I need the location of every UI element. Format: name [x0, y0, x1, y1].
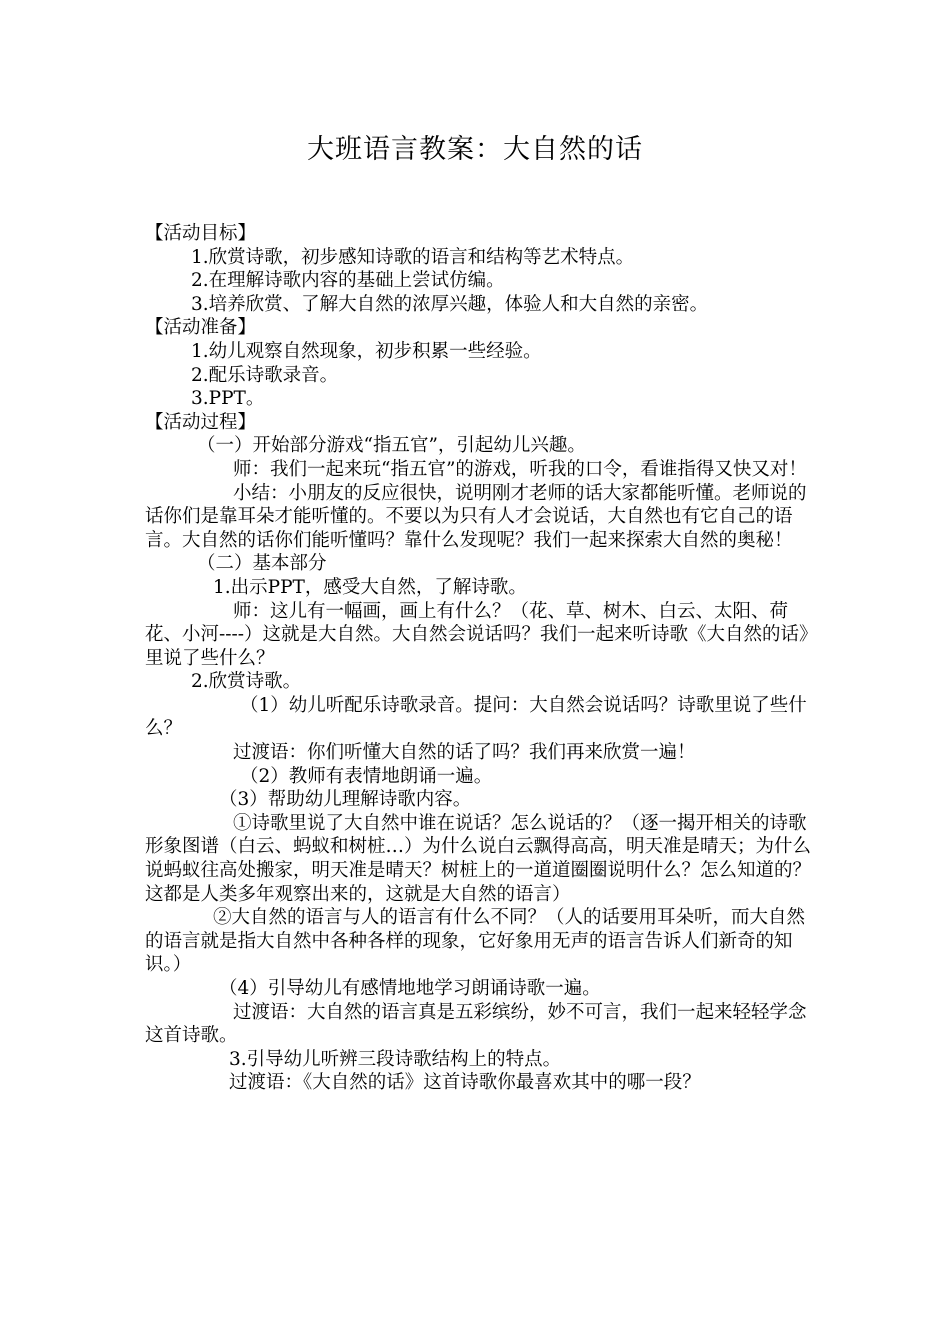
process-part-2-heading: （二）基本部分 [197, 553, 327, 575]
paragraph-listen-recording: （1）幼儿听配乐诗歌录音。提问：大自然会说话吗？诗歌里说了些什么？ [145, 694, 807, 740]
section-heading-goals: 【活动目标】 [145, 223, 257, 244]
paragraph-transition-1: 过渡语：你们听懂大自然的话了吗？我们再来欣赏一遍！ [233, 742, 696, 764]
preparation-item-1: 1.幼儿观察自然现象，初步积累一些经验。 [191, 340, 542, 362]
step-3-heading: 3.引导幼儿听辨三段诗歌结构上的特点。 [229, 1048, 562, 1070]
document-title: 大班语言教案：大自然的话 [307, 134, 643, 165]
preparation-item-2: 2.配乐诗歌录音。 [191, 364, 339, 386]
process-part-1-heading: （一）开始部分游戏“指五官”，引起幼儿兴趣。 [197, 435, 586, 457]
preparation-item-3: 3.PPT。 [191, 388, 265, 410]
paragraph-transition-3: 过渡语：《大自然的话》这首诗歌你最喜欢其中的哪一段？ [229, 1072, 701, 1094]
step-1-heading: 1.出示PPT，感受大自然，了解诗歌。 [213, 576, 527, 598]
goal-item-1: 1.欣赏诗歌，初步感知诗歌的语言和结构等艺术特点。 [191, 246, 635, 268]
goal-item-3: 3.培养欣赏、了解大自然的浓厚兴趣，体验人和大自然的亲密。 [191, 293, 709, 315]
section-heading-preparation: 【活动准备】 [145, 317, 257, 339]
step-2-heading: 2.欣赏诗歌。 [191, 671, 302, 693]
paragraph-teacher-game: 师：我们一起来玩“指五官”的游戏，听我的口令，看谁指得又快又对！ [233, 458, 807, 480]
goal-item-2: 2.在理解诗歌内容的基础上尝试仿编。 [191, 270, 505, 292]
section-heading-process: 【活动过程】 [145, 411, 257, 433]
paragraph-understand-poem: （3）帮助幼儿理解诗歌内容。 [219, 789, 472, 811]
paragraph-teacher-recite: （2）教师有表情地朗诵一遍。 [240, 765, 493, 787]
paragraph-recite-together: （4）引导幼儿有感情地地学习朗诵诗歌一遍。 [219, 978, 601, 999]
paragraph-transition-2: 过渡语：大自然的语言真是五彩缤纷，妙不可言，我们一起来轻轻学念这首诗歌。 [145, 1001, 807, 1047]
paragraph-question-2: ②大自然的语言与人的语言有什么不同？（人的话要用耳朵听，而大自然的语言就是指大自然中各种各样的现象，它好象用无声的语言告诉人们新奇的知识。） [145, 907, 806, 976]
document-body [145, 222, 815, 1095]
paragraph-teacher-picture: 师：这儿有一幅画，画上有什么？（花、草、树木、白云、太阳、荷花、小河----）这就是大自然。大自然会说话吗？我们一起来听诗歌《大自然的话》里说了些什么？ [145, 600, 809, 669]
paragraph-question-1: ①诗歌里说了大自然中谁在说话？怎么说话的？（逐一揭开相关的诗歌形象图谱（白云、蚂蚁和树桩…）为什么说白云飘得高高，明天准是晴天；为什么说蚂蚁往高处搬家，明天准是晴天？树桩上的一道道圈圈说明什么？怎么知道的？这都是人类多年观察出来的，这就是大自然的语言） [145, 812, 812, 905]
paragraph-summary: 小结：小朋友的反应很快，说明刚才老师的话大家都能听懂。老师说的话你们是靠耳朵才能听懂的。不要以为只有人才会说话，大自然也有它自己的语言。大自然的话你们能听懂吗？靠什么发现呢？我们一起来探索大自然的奥秘！ [145, 482, 807, 551]
